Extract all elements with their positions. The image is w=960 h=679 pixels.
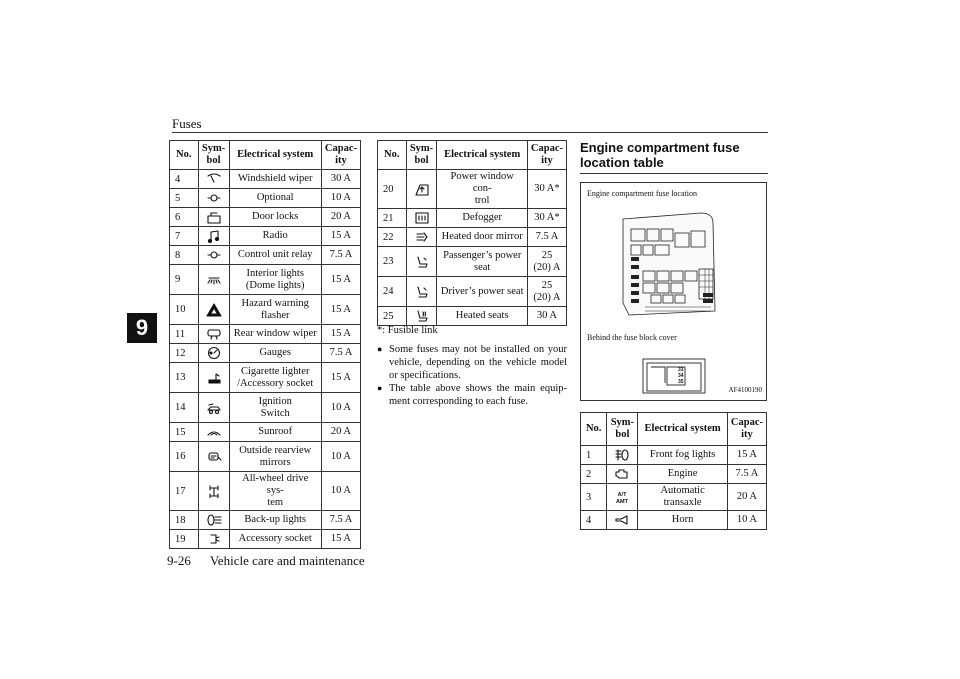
- fuse-symbol: [607, 484, 638, 511]
- power-window-icon: [414, 182, 430, 196]
- col-header-capacity: Capac- ity: [527, 141, 566, 170]
- fuse-electrical-system: Engine: [638, 465, 728, 484]
- fuse-capacity: 7.5 A: [527, 228, 566, 247]
- section-rule: [580, 173, 768, 174]
- fuse-electrical-system: Gauges: [229, 344, 321, 363]
- front-fog-icon: [614, 448, 630, 462]
- notes-list: [377, 343, 567, 408]
- table-row: [170, 363, 361, 393]
- fuse-number: 11: [170, 325, 199, 344]
- fuse-number: 19: [170, 530, 199, 549]
- fuse-capacity: 10 A: [321, 442, 360, 472]
- fuse-electrical-system: Power window con- trol: [437, 170, 527, 209]
- note-bullet-2: ● The table above shows the main equip-ment corresponding to each fuse.: [377, 382, 567, 408]
- fuse-symbol: [198, 189, 229, 208]
- fuse-symbol: [198, 325, 229, 344]
- fuse-symbol: [198, 511, 229, 530]
- diagram-label-top: Engine compartment fuse location: [587, 189, 697, 198]
- footer-section: Vehicle care and maintenance: [209, 553, 365, 568]
- fuse-capacity: 20 A: [321, 208, 360, 227]
- fuse-number: 23: [378, 247, 407, 277]
- fuse-number: 12: [170, 344, 199, 363]
- cover-fuse-33: 33: [678, 367, 684, 373]
- fuse-symbol: [198, 442, 229, 472]
- table-row: [170, 472, 361, 511]
- fuse-electrical-system: All-wheel drive sys- tem: [229, 472, 321, 511]
- fuse-capacity: 10 A: [321, 393, 360, 423]
- fuse-table-2: [377, 140, 567, 326]
- fusible-link-note: *: Fusible link: [377, 325, 438, 336]
- table-row: [170, 423, 361, 442]
- fuse-symbol: [406, 228, 437, 247]
- fuse-number: 6: [170, 208, 199, 227]
- table-row: [170, 511, 361, 530]
- chapter-tab: 9: [127, 313, 157, 343]
- page-number: 9-26: [167, 553, 191, 568]
- col-header-no: No.: [170, 141, 199, 170]
- door-lock-icon: [206, 210, 222, 224]
- fuse-symbol: [198, 227, 229, 246]
- ignition-icon: [206, 401, 222, 415]
- col-header-system: Electrical system: [229, 141, 321, 170]
- table-row: [581, 484, 767, 511]
- table-row: [170, 344, 361, 363]
- fuse-number: 4: [170, 170, 199, 189]
- diagram-label-bottom: Behind the fuse block cover: [587, 333, 677, 342]
- fuse-electrical-system: Defogger: [437, 209, 527, 228]
- control-unit-icon: [206, 248, 222, 262]
- fuse-symbol: [198, 246, 229, 265]
- section-title: Engine compartment fuse location table: [580, 140, 740, 170]
- fuse-electrical-system: Heated door mirror: [437, 228, 527, 247]
- table-header-row: [581, 413, 767, 446]
- fuse-capacity: 15 A: [321, 265, 360, 295]
- fuse-capacity: 7.5 A: [321, 246, 360, 265]
- fuse-number: 2: [581, 465, 607, 484]
- fuse-capacity: 30 A: [527, 307, 566, 326]
- col-header-capacity: Capac- ity: [321, 141, 360, 170]
- icon-text-line: A/T: [617, 492, 627, 498]
- fuse-electrical-system: Control unit relay: [229, 246, 321, 265]
- engine-icon: [614, 467, 630, 481]
- fuse-location-diagram: [580, 182, 767, 401]
- defogger-icon: [414, 211, 430, 225]
- fuse-number: 16: [170, 442, 199, 472]
- fuse-number: 8: [170, 246, 199, 265]
- note-bullet-1: ● Some fuses may not be installed on your vehicle, depending on the vehicle model or specifications.: [377, 343, 567, 382]
- fuse-capacity: 20 A: [321, 423, 360, 442]
- fuse-symbol: [607, 465, 638, 484]
- fuse-electrical-system: Outside rearview mirrors: [229, 442, 321, 472]
- fuse-number: 25: [378, 307, 407, 326]
- fuse-symbol: [198, 295, 229, 325]
- driver-seat-icon: [414, 285, 430, 299]
- fuse-capacity: 7.5 A: [321, 511, 360, 530]
- table-row: [581, 446, 767, 465]
- fuse-electrical-system: Passenger’s power seat: [437, 247, 527, 277]
- awd-icon: [206, 484, 222, 498]
- fuse-symbol: [406, 170, 437, 209]
- accessory-socket-icon: [206, 532, 222, 546]
- fuse-number: 21: [378, 209, 407, 228]
- fuse-electrical-system: Automatic transaxle: [638, 484, 728, 511]
- fuse-table-3: [580, 412, 767, 530]
- icon-text-line: AMT: [616, 499, 629, 504]
- table-row: [378, 247, 567, 277]
- fuse-electrical-system: Radio: [229, 227, 321, 246]
- fuse-number: 9: [170, 265, 199, 295]
- fuse-symbol: [406, 209, 437, 228]
- table-row: [378, 228, 567, 247]
- fuse-electrical-system: Heated seats: [437, 307, 527, 326]
- fuse-electrical-system: Cigarette lighter /Accessory socket: [229, 363, 321, 393]
- fuse-capacity: 25 (20) A: [527, 247, 566, 277]
- fuse-capacity: 30 A: [321, 170, 360, 189]
- fuse-number: 5: [170, 189, 199, 208]
- outside-mirror-icon: [206, 450, 222, 464]
- fuse-symbol: [607, 511, 638, 530]
- fuse-capacity: 20 A: [727, 484, 766, 511]
- table-row: [170, 442, 361, 472]
- windshield-wiper-icon: [206, 172, 222, 186]
- fuse-capacity: 10 A: [727, 511, 766, 530]
- fuse-electrical-system: Door locks: [229, 208, 321, 227]
- fuse-capacity: 7.5 A: [727, 465, 766, 484]
- col-header-capacity: Capac- ity: [727, 413, 766, 446]
- gauges-icon: [206, 346, 222, 360]
- fuse-electrical-system: Driver’s power seat: [437, 277, 527, 307]
- cigarette-lighter-icon: [206, 371, 222, 385]
- fuse-capacity: 10 A: [321, 472, 360, 511]
- table-header-row: [170, 141, 361, 170]
- col-header-symbol: Sym- bol: [198, 141, 229, 170]
- radio-icon: [206, 229, 222, 243]
- table-row: [170, 170, 361, 189]
- fuse-capacity: 15 A: [321, 227, 360, 246]
- fuse-electrical-system: Ignition Switch: [229, 393, 321, 423]
- fuse-number: 22: [378, 228, 407, 247]
- table-row: [378, 209, 567, 228]
- fuse-electrical-system: Optional: [229, 189, 321, 208]
- sunroof-icon: [206, 425, 222, 439]
- table-row: [170, 265, 361, 295]
- fuse-symbol: [406, 247, 437, 277]
- page-footer: [167, 553, 381, 569]
- fuse-symbol: [198, 423, 229, 442]
- col-header-symbol: Sym- bol: [406, 141, 437, 170]
- col-header-no: No.: [581, 413, 607, 446]
- table-row: [378, 277, 567, 307]
- fuse-symbol: [198, 472, 229, 511]
- horn-icon: [614, 513, 630, 527]
- table-row: [170, 393, 361, 423]
- fuse-number: 3: [581, 484, 607, 511]
- table-row: [581, 465, 767, 484]
- table-row: [378, 307, 567, 326]
- hazard-icon: [206, 303, 222, 317]
- fuse-symbol: [198, 393, 229, 423]
- passenger-seat-icon: [414, 255, 430, 269]
- fuse-electrical-system: Rear window wiper: [229, 325, 321, 344]
- fuse-capacity: 30 A*: [527, 209, 566, 228]
- fuse-capacity: 15 A: [321, 530, 360, 549]
- fuse-electrical-system: Back-up lights: [229, 511, 321, 530]
- fuse-capacity: 15 A: [321, 295, 360, 325]
- fuse-symbol: [198, 208, 229, 227]
- fuse-symbol: [406, 307, 437, 326]
- fuse-symbol: [198, 530, 229, 549]
- header-rule: [172, 132, 768, 133]
- fuse-number: 14: [170, 393, 199, 423]
- table-row: [170, 208, 361, 227]
- table-row: [170, 325, 361, 344]
- table-row: [378, 170, 567, 209]
- fuse-number: 20: [378, 170, 407, 209]
- fuse-electrical-system: Interior lights (Dome lights): [229, 265, 321, 295]
- diagram-code: AF4100190: [728, 386, 762, 394]
- fuse-symbol: [198, 265, 229, 295]
- fuse-capacity: 15 A: [727, 446, 766, 465]
- table-row: [170, 530, 361, 549]
- optional-icon: [206, 191, 222, 205]
- fuse-electrical-system: Sunroof: [229, 423, 321, 442]
- table-header-row: [378, 141, 567, 170]
- fuse-electrical-system: Front fog lights: [638, 446, 728, 465]
- fuse-symbol: [198, 363, 229, 393]
- col-header-system: Electrical system: [638, 413, 728, 446]
- table-row: [170, 227, 361, 246]
- rear-wiper-icon: [206, 327, 222, 341]
- fuse-symbol: [607, 446, 638, 465]
- fuse-symbol: [406, 277, 437, 307]
- backup-light-icon: [206, 513, 222, 527]
- fuse-capacity: 15 A: [321, 325, 360, 344]
- table-row: [170, 246, 361, 265]
- dome-light-icon: [206, 273, 222, 287]
- fuse-capacity: 10 A: [321, 189, 360, 208]
- table-row: [170, 189, 361, 208]
- fuse-number: 4: [581, 511, 607, 530]
- fuse-electrical-system: Accessory socket: [229, 530, 321, 549]
- table-row: [581, 511, 767, 530]
- fuse-number: 24: [378, 277, 407, 307]
- cover-fuse-35: 35: [678, 379, 684, 385]
- col-header-symbol: Sym- bol: [607, 413, 638, 446]
- fuse-box-illustration: [581, 183, 766, 400]
- fuse-number: 15: [170, 423, 199, 442]
- heated-seat-icon: [414, 309, 430, 323]
- fuse-capacity: 7.5 A: [321, 344, 360, 363]
- at-amt-icon: [613, 490, 631, 504]
- fuse-electrical-system: Windshield wiper: [229, 170, 321, 189]
- fuse-number: 13: [170, 363, 199, 393]
- cover-fuse-34: 34: [678, 373, 684, 379]
- fuse-electrical-system: Horn: [638, 511, 728, 530]
- table-row: [170, 295, 361, 325]
- fuse-electrical-system: Hazard warning flasher: [229, 295, 321, 325]
- fuse-number: 7: [170, 227, 199, 246]
- col-header-no: No.: [378, 141, 407, 170]
- fuse-number: 1: [581, 446, 607, 465]
- fuse-symbol: [198, 344, 229, 363]
- fuse-capacity: 30 A*: [527, 170, 566, 209]
- fuse-number: 17: [170, 472, 199, 511]
- col-header-system: Electrical system: [437, 141, 527, 170]
- fuse-capacity: 15 A: [321, 363, 360, 393]
- page-header-title: Fuses: [172, 116, 202, 131]
- fuse-capacity: 25 (20) A: [527, 277, 566, 307]
- fuse-symbol: [198, 170, 229, 189]
- fuse-number: 18: [170, 511, 199, 530]
- heated-mirror-icon: [414, 230, 430, 244]
- fuse-number: 10: [170, 295, 199, 325]
- fuse-table-1: [169, 140, 361, 549]
